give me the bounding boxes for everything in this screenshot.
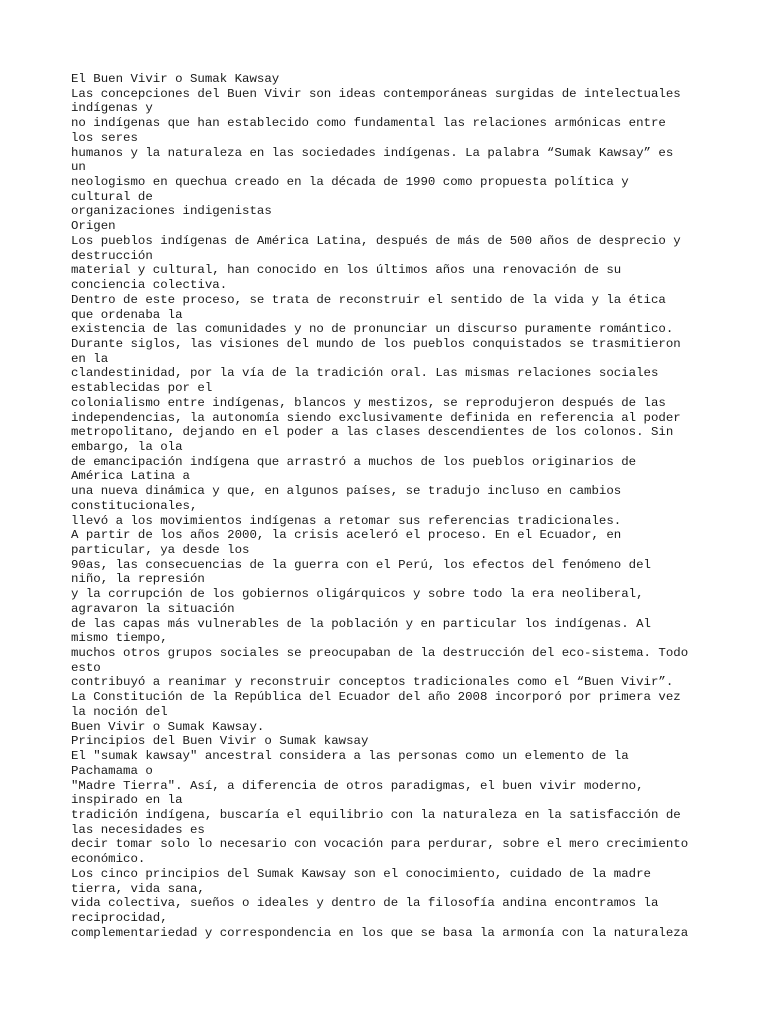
text-line: niño, la represión (71, 572, 205, 587)
text-line: las necesidades es (71, 822, 205, 837)
text-line: no indígenas que han establecido como fundamental las relaciones armónicas entre (71, 116, 666, 131)
text-line: destrucción (71, 248, 153, 263)
text-line: organizaciones indigenistas (71, 204, 272, 219)
text-line: de emancipación indígena que arrastró a muchos de los pueblos originarios de (71, 454, 637, 469)
text-line: decir tomar solo lo necesario con vocación para perdurar, sobre el mero crecimiento (71, 837, 689, 852)
text-line: agravaron la situación (71, 601, 235, 616)
text-line: Pachamama o (71, 763, 153, 778)
text-line: muchos otros grupos sociales se preocupaban de la destrucción del eco-sistema. Todo (71, 646, 689, 661)
text-line: inspirado en la (71, 793, 183, 808)
text-line: contribuyó a reanimar y reconstruir conceptos tradicionales como el “Buen Vivir”. (71, 675, 674, 690)
document-title: El Buen Vivir o Sumak Kawsay (71, 72, 280, 86)
text-line: Buen Vivir o Sumak Kawsay. (71, 719, 265, 734)
text-line: de las capas más vulnerables de la población y en particular los indígenas. Al (71, 616, 651, 631)
text-line: cultural de (71, 189, 153, 204)
text-line: Durante siglos, las visiones del mundo de los pueblos conquistados se trasmitieron (71, 336, 681, 351)
text-line: material y cultural, han conocido en los últimos años una renovación de su (71, 263, 622, 278)
text-line: clandestinidad, por la vía de la tradición oral. Las mismas relaciones sociales (71, 366, 659, 381)
text-line: Las concepciones del Buen Vivir son ideas contemporáneas surgidas de intelectuales (71, 86, 681, 101)
text-line: embargo, la ola (71, 439, 183, 454)
text-line: mismo tiempo, (71, 631, 168, 646)
text-line: un (71, 160, 86, 175)
text-line: El "sumak kawsay" ancestral considera a las personas como un elemento de la (71, 749, 629, 764)
text-line: tierra, vida sana, (71, 881, 205, 896)
text-line: una nueva dinámica y que, en algunos países, se tradujo incluso en cambios (71, 484, 622, 499)
text-line: la noción del (71, 704, 168, 719)
text-line: colonialismo entre indígenas, blancos y mestizos, se reprodujeron después de las (71, 395, 666, 410)
section-heading-principios: Principios del Buen Vivir o Sumak kawsay (71, 734, 369, 749)
text-line: A partir de los años 2000, la crisis aceleró el proceso. En el Ecuador, en (71, 528, 622, 543)
text-line: "Madre Tierra". Así, a diferencia de otros paradigmas, el buen vivir moderno, (71, 778, 644, 793)
text-line: independencias, la autonomía siendo exclusivamente definida en referencia al poder (71, 410, 681, 425)
text-line: Los pueblos indígenas de América Latina, después de más de 500 años de desprecio y (71, 233, 681, 248)
text-line: y la corrupción de los gobiernos oligárquicos y sobre todo la era neoliberal, (71, 587, 644, 602)
text-line: esto (71, 660, 101, 675)
text-line: Dentro de este proceso, se trata de reconstruir el sentido de la vida y la ética (71, 292, 666, 307)
text-line: existencia de las comunidades y no de pronunciar un discurso puramente romántico. (71, 322, 674, 337)
text-line: metropolitano, dejando en el poder a las clases descendientes de los colonos. Sin (71, 425, 674, 440)
text-line: neologismo en quechua creado en la década de 1990 como propuesta política y (71, 175, 629, 190)
text-line: complementariedad y correspondencia en los que se basa la armonía con la naturaleza (71, 925, 689, 940)
text-line: conciencia colectiva. (71, 278, 228, 293)
text-line: reciprocidad, (71, 910, 168, 925)
text-line: que ordenaba la (71, 307, 183, 322)
text-line: en la (71, 351, 109, 366)
text-line: humanos y la naturaleza en las sociedades indígenas. La palabra “Sumak Kawsay” es (71, 145, 674, 160)
text-line: La Constitución de la República del Ecuador del año 2008 incorporó por primera vez (71, 690, 681, 705)
text-line: llevó a los movimientos indígenas a retomar sus referencias tradicionales. (71, 513, 622, 528)
text-line: 90as, las consecuencias de la guerra con el Perú, los efectos del fenómeno del (71, 557, 651, 572)
text-line: Los cinco principios del Sumak Kawsay son el conocimiento, cuidado de la madre (71, 866, 651, 881)
text-line: América Latina a (71, 469, 190, 484)
text-line: tradición indígena, buscaría el equilibrio con la naturaleza en la satisfacción de (71, 807, 681, 822)
section-heading-origen: Origen (71, 219, 116, 234)
text-line: económico. (71, 852, 146, 867)
text-line: particular, ya desde los (71, 543, 250, 557)
text-line: indígenas y (71, 101, 153, 116)
document-body (71, 72, 701, 940)
text-line: constitucionales, (71, 498, 198, 513)
text-line: vida colectiva, sueños o ideales y dentro de la filosofía andina encontramos la (71, 896, 659, 911)
text-line: los seres (71, 130, 138, 145)
text-line: establecidas por el (71, 381, 213, 396)
